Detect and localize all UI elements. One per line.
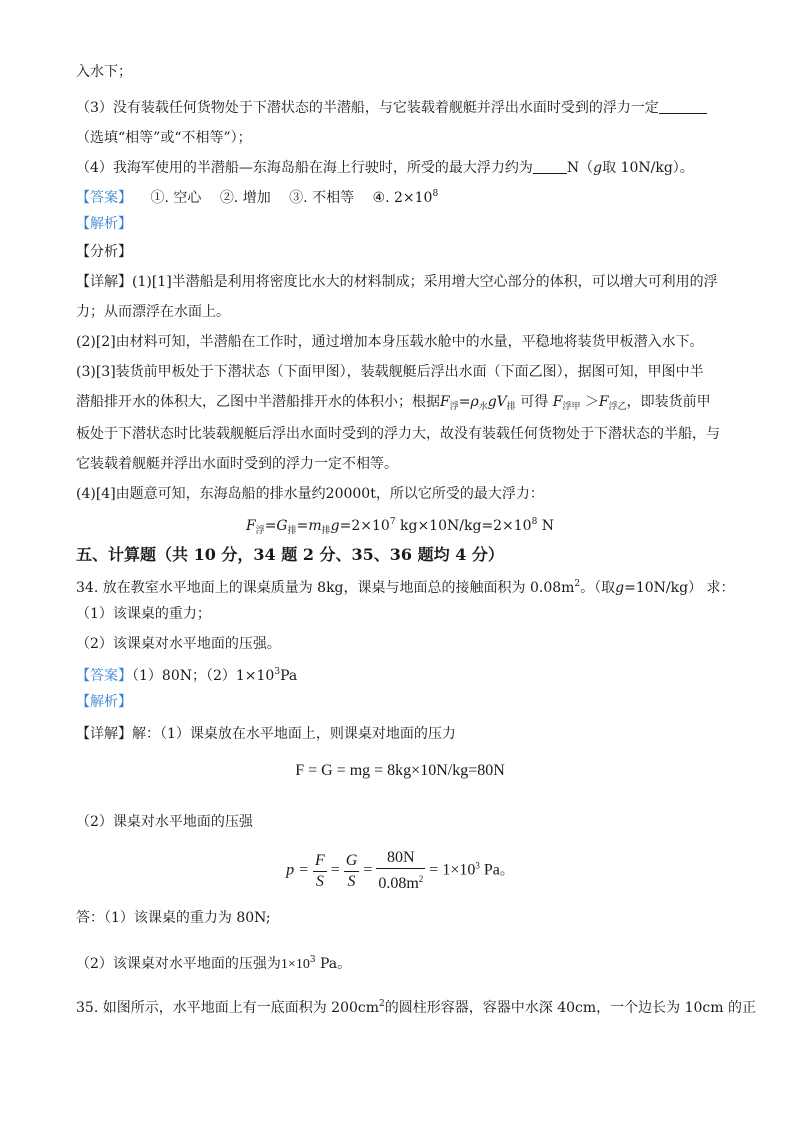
q34-conclusion-2c: Pa (315, 956, 338, 972)
answer-blank-3 (659, 99, 707, 114)
pe-G: G (344, 851, 360, 872)
bf-fu: 浮 (255, 526, 265, 536)
q34-conclusion-2b: 1×10 (280, 957, 310, 972)
pe-num: 80N (376, 848, 425, 869)
pe-den-text: 0.08m (378, 875, 419, 892)
q33-part4-text: （4）我海军使用的半潜船—东海岛船在海上行驶时，所受的最大浮力约为 (76, 160, 533, 176)
bf-g: g (330, 518, 340, 534)
formula-gV: gV (487, 394, 507, 410)
detail-3b (76, 392, 711, 417)
pe-p: p = (286, 861, 309, 879)
q34-conclusion-2exp: 3 (309, 955, 316, 965)
q33-part4 (76, 158, 694, 178)
detail-tag: 【详解】 (76, 274, 132, 290)
detail-1a (76, 272, 718, 292)
detail-3a: (3)[3]装货前甲板处于下潜状态（下面甲图），装载舰艇后浮出水面（下面乙图），据图可知，甲图中半 (76, 364, 704, 380)
q34-detail-1 (76, 724, 456, 744)
formula-rho: =ρ (458, 394, 479, 410)
pe-frac-FS (313, 851, 327, 892)
formula-shui: 水 (478, 402, 488, 412)
q34-conclusion-2d: 。 (337, 956, 352, 972)
pe-S: S (315, 872, 324, 890)
q33-part4-gvalue: 取 10N/kg）。 (602, 160, 694, 176)
q35-stem-b: 的圆柱形容器，容器中水深 40cm，一个边长为 10cm 的正 (384, 1000, 756, 1016)
pe-frac-GS (344, 851, 360, 892)
bf-exp1: 7 (389, 517, 396, 527)
bf-G: =G (264, 518, 288, 534)
pe-res: = 1×10 (429, 861, 476, 879)
q34-detail-tag: 【详解】 (76, 726, 132, 742)
answer-4: ④. 2×10 (372, 190, 433, 206)
formula-F2: F (598, 394, 609, 410)
q35-stem-a: 35. 如图所示，水平地面上有一底面积为 200cm (76, 1000, 380, 1016)
q34-stem-g: g (615, 580, 625, 596)
q34-part2: （2）该课桌对水平地面的压强。 (76, 636, 281, 652)
q34-detail-1-text: 解：（1）课桌放在水平地面上，则课桌对地面的压力 (132, 726, 456, 742)
pe-eq1: = (330, 861, 340, 879)
answer-2: ②. 增加 (219, 190, 271, 206)
pe-frac-num (376, 848, 425, 894)
formula-F2-sub: 浮乙 (608, 402, 627, 412)
q33-answer (76, 184, 438, 208)
formula-gt: ＞ (584, 394, 599, 410)
bf-F: F (245, 518, 256, 534)
q33-part3 (76, 98, 707, 118)
pe-S2: S (347, 872, 356, 890)
weight-equation: F = G = mg = 8kg×10N/kg=80N (295, 762, 505, 779)
q34-stem-a: 34. 放在教室水平地面上的课桌质量为 8kg，课桌与地面总的接触面积为 0.08m (76, 580, 575, 596)
q34-conclusion-2 (76, 950, 351, 975)
answer-blank-4 (533, 159, 567, 174)
q35-stem (76, 994, 756, 1018)
bf-exp2: 8 (531, 517, 538, 527)
q34-stem-sup: 2 (574, 579, 581, 589)
q34-answer-tag: 【答案】 (76, 668, 132, 684)
pe-den-sup: 2 (418, 874, 424, 884)
pressure-equation (0, 848, 800, 894)
detail-3d: 它装载着舰艇并浮出水面时受到的浮力一定不相等。 (76, 456, 398, 472)
answer-1: ①. 空心 (150, 190, 202, 206)
q35-stem-sup: 2 (379, 999, 385, 1009)
section-title: 五、计算题（共 10 分，34 题 2 分、35、36 题均 4 分） (76, 545, 504, 564)
q34-stem-b: 。（取 (580, 580, 616, 596)
detail-3b-end: ，即装货前甲 (626, 394, 711, 410)
bf-rest1: =2×10 (339, 518, 390, 534)
q34-stem (76, 574, 735, 598)
bf-m: =m (296, 518, 322, 534)
q33-part4-g: g (593, 160, 603, 176)
pe-F: F (313, 851, 327, 872)
q34-stem-c: =10N/kg） 求： (624, 580, 735, 596)
pe-end: 。 (499, 863, 514, 879)
answer-3: ③. 不相等 (289, 190, 355, 206)
buoyancy-formula (0, 512, 800, 541)
q34-conclusion-2a: （2）该课桌对水平地面的压强为 (76, 956, 281, 972)
bf-rest2: kg×10N/kg=2×10 (395, 518, 532, 534)
detail-2: (2)[2]由材料可知，半潜船在工作时，通过增加本身压载水舱中的水量，平稳地将装货甲板潜入水下。 (76, 334, 704, 350)
bf-pai: 排 (287, 526, 297, 536)
q34-answer-exp: 3 (274, 667, 281, 677)
q34-conclusion-1: 答：（1）该课桌的重力为 80N; (76, 910, 271, 926)
pe-res-exp: 3 (475, 860, 480, 871)
answer-tag: 【答案】 (76, 190, 132, 206)
detail-3b-kede: 可得 (520, 394, 549, 410)
q33-part3-text: （3）没有装载任何货物处于下潜状态的半潜船，与它装载着舰艇并浮出水面时受到的浮力一定 (76, 100, 659, 116)
analysis-tag: 【解析】 (76, 216, 132, 232)
formula-F1: F (552, 394, 563, 410)
detail-1b: 力；从而漂浮在水面上。 (76, 304, 230, 320)
pe-unit: Pa (479, 861, 500, 879)
detail-3c: 板处于下潜状态时比装载舰艇后浮出水面时受到的浮力大，故没有装载任何货物处于下潜状态的半船，与 (76, 426, 720, 442)
formula-fu: 浮 (449, 402, 459, 412)
q33-tail: 入水下； (76, 64, 132, 80)
answer-4-exp: 8 (432, 189, 439, 199)
q34-part1: （1）该课桌的重力； (76, 606, 211, 622)
q33-part3-hint: （选填“相等”或“不相等”）； (76, 130, 252, 146)
pe-eq2: = (363, 861, 373, 879)
q34-answer-a: （1）80N；（2）1×10 (132, 668, 275, 684)
detail-4: (4)[4]由题意可知，东海岛船的排水量约20000t，所以它所受的最大浮力： (76, 486, 544, 502)
fenxi-tag: 【分析】 (76, 244, 132, 260)
detail-3b-text: 潜船排开水的体积大，乙图中半潜船排开水的体积小；根据 (76, 394, 440, 410)
detail-1a-text: (1)[1]半潜船是利用将密度比水大的材料制成；采用增大空心部分的体积，可以增大可利用的浮 (132, 274, 718, 290)
q33-part4-unit: N（ (566, 160, 594, 176)
formula-pai: 排 (506, 402, 516, 412)
formula-F1-sub: 浮甲 (562, 402, 581, 412)
q34-detail-2: （2）课桌对水平地面的压强 (76, 814, 253, 830)
q34-answer-b: Pa (280, 668, 298, 684)
formula-F: F (440, 394, 450, 410)
pe-den (376, 869, 425, 894)
bf-rest3: N (537, 518, 555, 534)
bf-pai2: 排 (321, 526, 331, 536)
q34-analysis-tag: 【解析】 (76, 694, 132, 710)
q34-answer (76, 662, 297, 686)
